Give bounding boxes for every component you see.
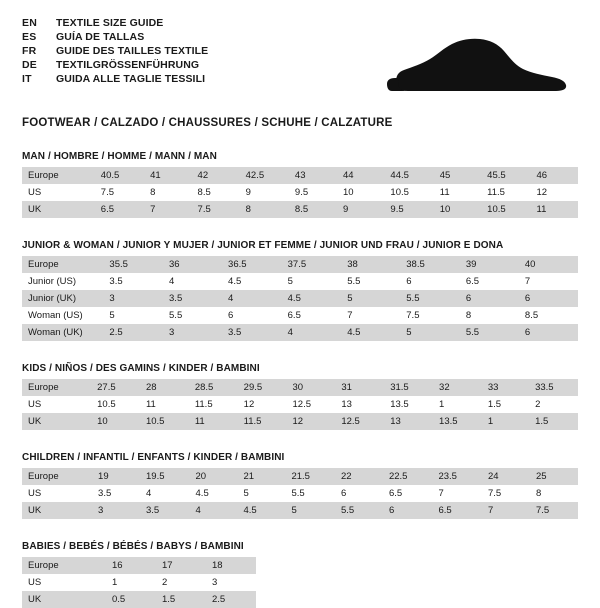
table-row bbox=[22, 307, 578, 324]
size-cell: 46 bbox=[530, 167, 578, 184]
size-cell: 6 bbox=[222, 307, 282, 324]
size-cell: 20 bbox=[190, 468, 238, 485]
size-cell: 5.5 bbox=[335, 502, 383, 519]
size-table-junior-woman-body bbox=[22, 256, 578, 341]
size-table-man-body bbox=[22, 167, 578, 218]
size-cell: 4.5 bbox=[237, 502, 285, 519]
size-cell: 7.5 bbox=[192, 201, 240, 218]
size-cell: 19 bbox=[92, 468, 140, 485]
size-cell: 10.5 bbox=[91, 396, 140, 413]
size-cell: 7.5 bbox=[400, 307, 460, 324]
size-cell: 28 bbox=[140, 379, 189, 396]
dress-shoe-icon bbox=[382, 32, 572, 102]
section-title-junior-woman: JUNIOR & WOMAN / JUNIOR Y MUJER / JUNIOR ET FEMME / JUNIOR UND FRAU / JUNIOR E DONA bbox=[22, 240, 504, 251]
size-cell: 4 bbox=[140, 485, 190, 502]
size-cell: 44.5 bbox=[384, 167, 433, 184]
size-cell: 5 bbox=[103, 307, 163, 324]
size-cell: 8 bbox=[144, 184, 191, 201]
size-cell: 7.5 bbox=[95, 184, 144, 201]
size-cell: 11.5 bbox=[481, 184, 530, 201]
table-row bbox=[22, 273, 578, 290]
size-cell: 24 bbox=[482, 468, 530, 485]
size-cell: 4.5 bbox=[341, 324, 400, 341]
size-cell: 6 bbox=[519, 324, 578, 341]
size-table-babies-body bbox=[22, 557, 256, 608]
size-cell: 11 bbox=[530, 201, 578, 218]
size-cell: 5.5 bbox=[400, 290, 460, 307]
row-label: UK bbox=[22, 502, 92, 519]
size-cell: 11 bbox=[434, 184, 481, 201]
row-label: UK bbox=[22, 591, 106, 608]
size-cell: 25 bbox=[530, 468, 578, 485]
size-cell: 4 bbox=[163, 273, 222, 290]
size-cell: 2 bbox=[529, 396, 578, 413]
size-cell: 10 bbox=[91, 413, 140, 430]
size-cell: 1.5 bbox=[156, 591, 206, 608]
size-cell: 1 bbox=[433, 396, 482, 413]
language-title: GUIDE DES TAILLES TEXTILE bbox=[56, 45, 209, 57]
size-cell: 6 bbox=[335, 485, 383, 502]
size-cell: 7.5 bbox=[482, 485, 530, 502]
size-cell: 3.5 bbox=[92, 485, 140, 502]
row-label: Woman (UK) bbox=[22, 324, 103, 341]
size-table-children-body bbox=[22, 468, 578, 519]
size-cell: 5 bbox=[341, 290, 400, 307]
size-cell: 10 bbox=[337, 184, 384, 201]
row-label: US bbox=[22, 396, 91, 413]
size-cell: 5 bbox=[400, 324, 460, 341]
size-cell: 41 bbox=[144, 167, 191, 184]
size-cell: 11.5 bbox=[189, 396, 238, 413]
size-cell: 4 bbox=[190, 502, 238, 519]
language-code: IT bbox=[22, 73, 32, 85]
language-title: GUÍA DE TALLAS bbox=[56, 31, 145, 43]
size-cell: 12 bbox=[287, 413, 336, 430]
size-cell: 37.5 bbox=[282, 256, 342, 273]
row-label: US bbox=[22, 184, 95, 201]
size-cell: 12.5 bbox=[335, 413, 384, 430]
size-cell: 42 bbox=[192, 167, 240, 184]
language-row bbox=[22, 32, 208, 46]
size-cell: 9 bbox=[240, 184, 289, 201]
table-row bbox=[22, 396, 578, 413]
size-table-man bbox=[22, 167, 578, 218]
language-code: ES bbox=[22, 31, 37, 43]
section-title-children: CHILDREN / INFANTIL / ENFANTS / KINDER / BAMBINI bbox=[22, 452, 285, 463]
size-cell: 3.5 bbox=[163, 290, 222, 307]
size-cell: 13 bbox=[384, 413, 433, 430]
size-table-kids-body bbox=[22, 379, 578, 430]
table-row bbox=[22, 413, 578, 430]
table-row bbox=[22, 502, 578, 519]
size-cell: 21 bbox=[237, 468, 285, 485]
row-label: UK bbox=[22, 413, 91, 430]
size-cell: 17 bbox=[156, 557, 206, 574]
language-code: EN bbox=[22, 17, 37, 29]
size-cell: 30 bbox=[287, 379, 336, 396]
section-babies bbox=[22, 541, 578, 608]
size-cell: 6.5 bbox=[460, 273, 519, 290]
size-cell: 6.5 bbox=[282, 307, 342, 324]
size-cell: 16 bbox=[106, 557, 156, 574]
size-cell: 31.5 bbox=[384, 379, 433, 396]
size-cell: 13.5 bbox=[433, 413, 482, 430]
size-cell: 27.5 bbox=[91, 379, 140, 396]
size-cell: 12 bbox=[530, 184, 578, 201]
size-cell: 10 bbox=[434, 201, 481, 218]
language-row bbox=[22, 18, 208, 32]
size-cell: 29.5 bbox=[238, 379, 287, 396]
size-cell: 28.5 bbox=[189, 379, 238, 396]
size-cell: 7 bbox=[341, 307, 400, 324]
row-label: Europe bbox=[22, 256, 103, 273]
row-label: Woman (US) bbox=[22, 307, 103, 324]
size-cell: 22 bbox=[335, 468, 383, 485]
section-children bbox=[22, 452, 578, 519]
table-row bbox=[22, 379, 578, 396]
row-label: Europe bbox=[22, 379, 91, 396]
footwear-heading: FOOTWEAR / CALZADO / CHAUSSURES / SCHUHE / CALZATURE bbox=[22, 117, 393, 129]
size-cell: 33.5 bbox=[529, 379, 578, 396]
size-cell: 10.5 bbox=[384, 184, 433, 201]
size-cell: 8.5 bbox=[192, 184, 240, 201]
table-row bbox=[22, 574, 256, 591]
size-cell: 3.5 bbox=[103, 273, 163, 290]
table-row bbox=[22, 485, 578, 502]
size-cell: 39 bbox=[460, 256, 519, 273]
language-title: GUIDA ALLE TAGLIE TESSILI bbox=[56, 73, 206, 85]
size-cell: 5.5 bbox=[341, 273, 400, 290]
size-cell: 8 bbox=[240, 201, 289, 218]
size-cell: 4.5 bbox=[282, 290, 342, 307]
size-cell: 7 bbox=[482, 502, 530, 519]
page-header bbox=[22, 18, 578, 104]
language-row bbox=[22, 46, 208, 60]
row-label: US bbox=[22, 574, 106, 591]
size-cell: 38.5 bbox=[400, 256, 460, 273]
language-title: TEXTILGRÖSSENFÜHRUNG bbox=[56, 59, 200, 71]
size-table-children bbox=[22, 468, 578, 519]
row-label: Europe bbox=[22, 468, 92, 485]
size-cell: 45.5 bbox=[481, 167, 530, 184]
size-cell: 6.5 bbox=[383, 485, 433, 502]
size-cell: 10.5 bbox=[140, 413, 189, 430]
section-kids bbox=[22, 363, 578, 430]
size-cell: 13.5 bbox=[384, 396, 433, 413]
size-cell: 40 bbox=[519, 256, 578, 273]
size-cell: 7 bbox=[519, 273, 578, 290]
size-cell: 6 bbox=[519, 290, 578, 307]
table-row bbox=[22, 324, 578, 341]
size-cell: 9.5 bbox=[289, 184, 337, 201]
size-cell: 2 bbox=[156, 574, 206, 591]
size-cell: 7 bbox=[144, 201, 191, 218]
size-cell: 43 bbox=[289, 167, 337, 184]
size-cell: 10.5 bbox=[481, 201, 530, 218]
size-cell: 2.5 bbox=[206, 591, 256, 608]
size-cell: 1 bbox=[106, 574, 156, 591]
size-cell: 0.5 bbox=[106, 591, 156, 608]
section-junior-woman bbox=[22, 240, 578, 341]
size-cell: 42.5 bbox=[240, 167, 289, 184]
size-cell: 11 bbox=[140, 396, 189, 413]
size-cell: 3 bbox=[92, 502, 140, 519]
size-cell: 36 bbox=[163, 256, 222, 273]
size-cell: 1.5 bbox=[529, 413, 578, 430]
size-cell: 4 bbox=[282, 324, 342, 341]
size-cell: 6 bbox=[460, 290, 519, 307]
size-cell: 7.5 bbox=[530, 502, 578, 519]
size-cell: 6 bbox=[383, 502, 433, 519]
size-cell: 33 bbox=[482, 379, 529, 396]
size-table-babies bbox=[22, 557, 256, 608]
size-cell: 2.5 bbox=[103, 324, 163, 341]
size-cell: 3 bbox=[103, 290, 163, 307]
size-table-kids bbox=[22, 379, 578, 430]
size-cell: 8 bbox=[530, 485, 578, 502]
size-cell: 9 bbox=[337, 201, 384, 218]
size-cell: 3 bbox=[163, 324, 222, 341]
size-cell: 6.5 bbox=[432, 502, 482, 519]
size-cell: 5 bbox=[237, 485, 285, 502]
size-cell: 11 bbox=[189, 413, 238, 430]
language-code: DE bbox=[22, 59, 37, 71]
size-cell: 1 bbox=[482, 413, 529, 430]
row-label: Europe bbox=[22, 557, 106, 574]
size-cell: 18 bbox=[206, 557, 256, 574]
section-title-man: MAN / HOMBRE / HOMME / MANN / MAN bbox=[22, 151, 217, 162]
table-row bbox=[22, 290, 578, 307]
table-row bbox=[22, 256, 578, 273]
row-label: US bbox=[22, 485, 92, 502]
table-row bbox=[22, 201, 578, 218]
size-cell: 3.5 bbox=[222, 324, 282, 341]
size-cell: 11.5 bbox=[238, 413, 287, 430]
section-title-babies: BABIES / BEBÉS / BÉBÉS / BABYS / BAMBINI bbox=[22, 541, 244, 552]
size-cell: 3.5 bbox=[140, 502, 190, 519]
size-cell: 5 bbox=[285, 502, 335, 519]
size-cell: 5 bbox=[282, 273, 342, 290]
size-cell: 4.5 bbox=[190, 485, 238, 502]
language-row bbox=[22, 74, 208, 88]
size-cell: 9.5 bbox=[384, 201, 433, 218]
size-cell: 45 bbox=[434, 167, 481, 184]
size-cell: 38 bbox=[341, 256, 400, 273]
language-row bbox=[22, 60, 208, 74]
size-cell: 3 bbox=[206, 574, 256, 591]
size-cell: 35.5 bbox=[103, 256, 163, 273]
size-cell: 22.5 bbox=[383, 468, 433, 485]
size-cell: 8.5 bbox=[289, 201, 337, 218]
size-cell: 8.5 bbox=[519, 307, 578, 324]
size-cell: 7 bbox=[432, 485, 482, 502]
row-label: UK bbox=[22, 201, 95, 218]
language-title-list-body bbox=[22, 18, 208, 88]
table-row bbox=[22, 167, 578, 184]
size-cell: 6 bbox=[400, 273, 460, 290]
row-label: Junior (US) bbox=[22, 273, 103, 290]
table-row bbox=[22, 184, 578, 201]
size-table-junior-woman bbox=[22, 256, 578, 341]
size-cell: 4 bbox=[222, 290, 282, 307]
size-cell: 1.5 bbox=[482, 396, 529, 413]
language-title: TEXTILE SIZE GUIDE bbox=[56, 17, 164, 29]
row-label: Europe bbox=[22, 167, 95, 184]
size-cell: 32 bbox=[433, 379, 482, 396]
size-cell: 5.5 bbox=[163, 307, 222, 324]
size-cell: 4.5 bbox=[222, 273, 282, 290]
size-cell: 13 bbox=[335, 396, 384, 413]
size-cell: 5.5 bbox=[285, 485, 335, 502]
size-cell: 5.5 bbox=[460, 324, 519, 341]
size-cell: 44 bbox=[337, 167, 384, 184]
table-row bbox=[22, 468, 578, 485]
language-code: FR bbox=[22, 45, 37, 57]
size-cell: 6.5 bbox=[95, 201, 144, 218]
size-cell: 31 bbox=[335, 379, 384, 396]
size-cell: 12.5 bbox=[287, 396, 336, 413]
size-cell: 19.5 bbox=[140, 468, 190, 485]
size-cell: 36.5 bbox=[222, 256, 282, 273]
size-cell: 8 bbox=[460, 307, 519, 324]
section-man bbox=[22, 151, 578, 218]
section-title-kids: KIDS / NIÑOS / DES GAMINS / KINDER / BAMBINI bbox=[22, 363, 260, 374]
language-title-list bbox=[22, 18, 208, 88]
size-cell: 21.5 bbox=[285, 468, 335, 485]
row-label: Junior (UK) bbox=[22, 290, 103, 307]
size-cell: 40.5 bbox=[95, 167, 144, 184]
size-cell: 12 bbox=[238, 396, 287, 413]
size-cell: 23.5 bbox=[432, 468, 482, 485]
table-row bbox=[22, 557, 256, 574]
